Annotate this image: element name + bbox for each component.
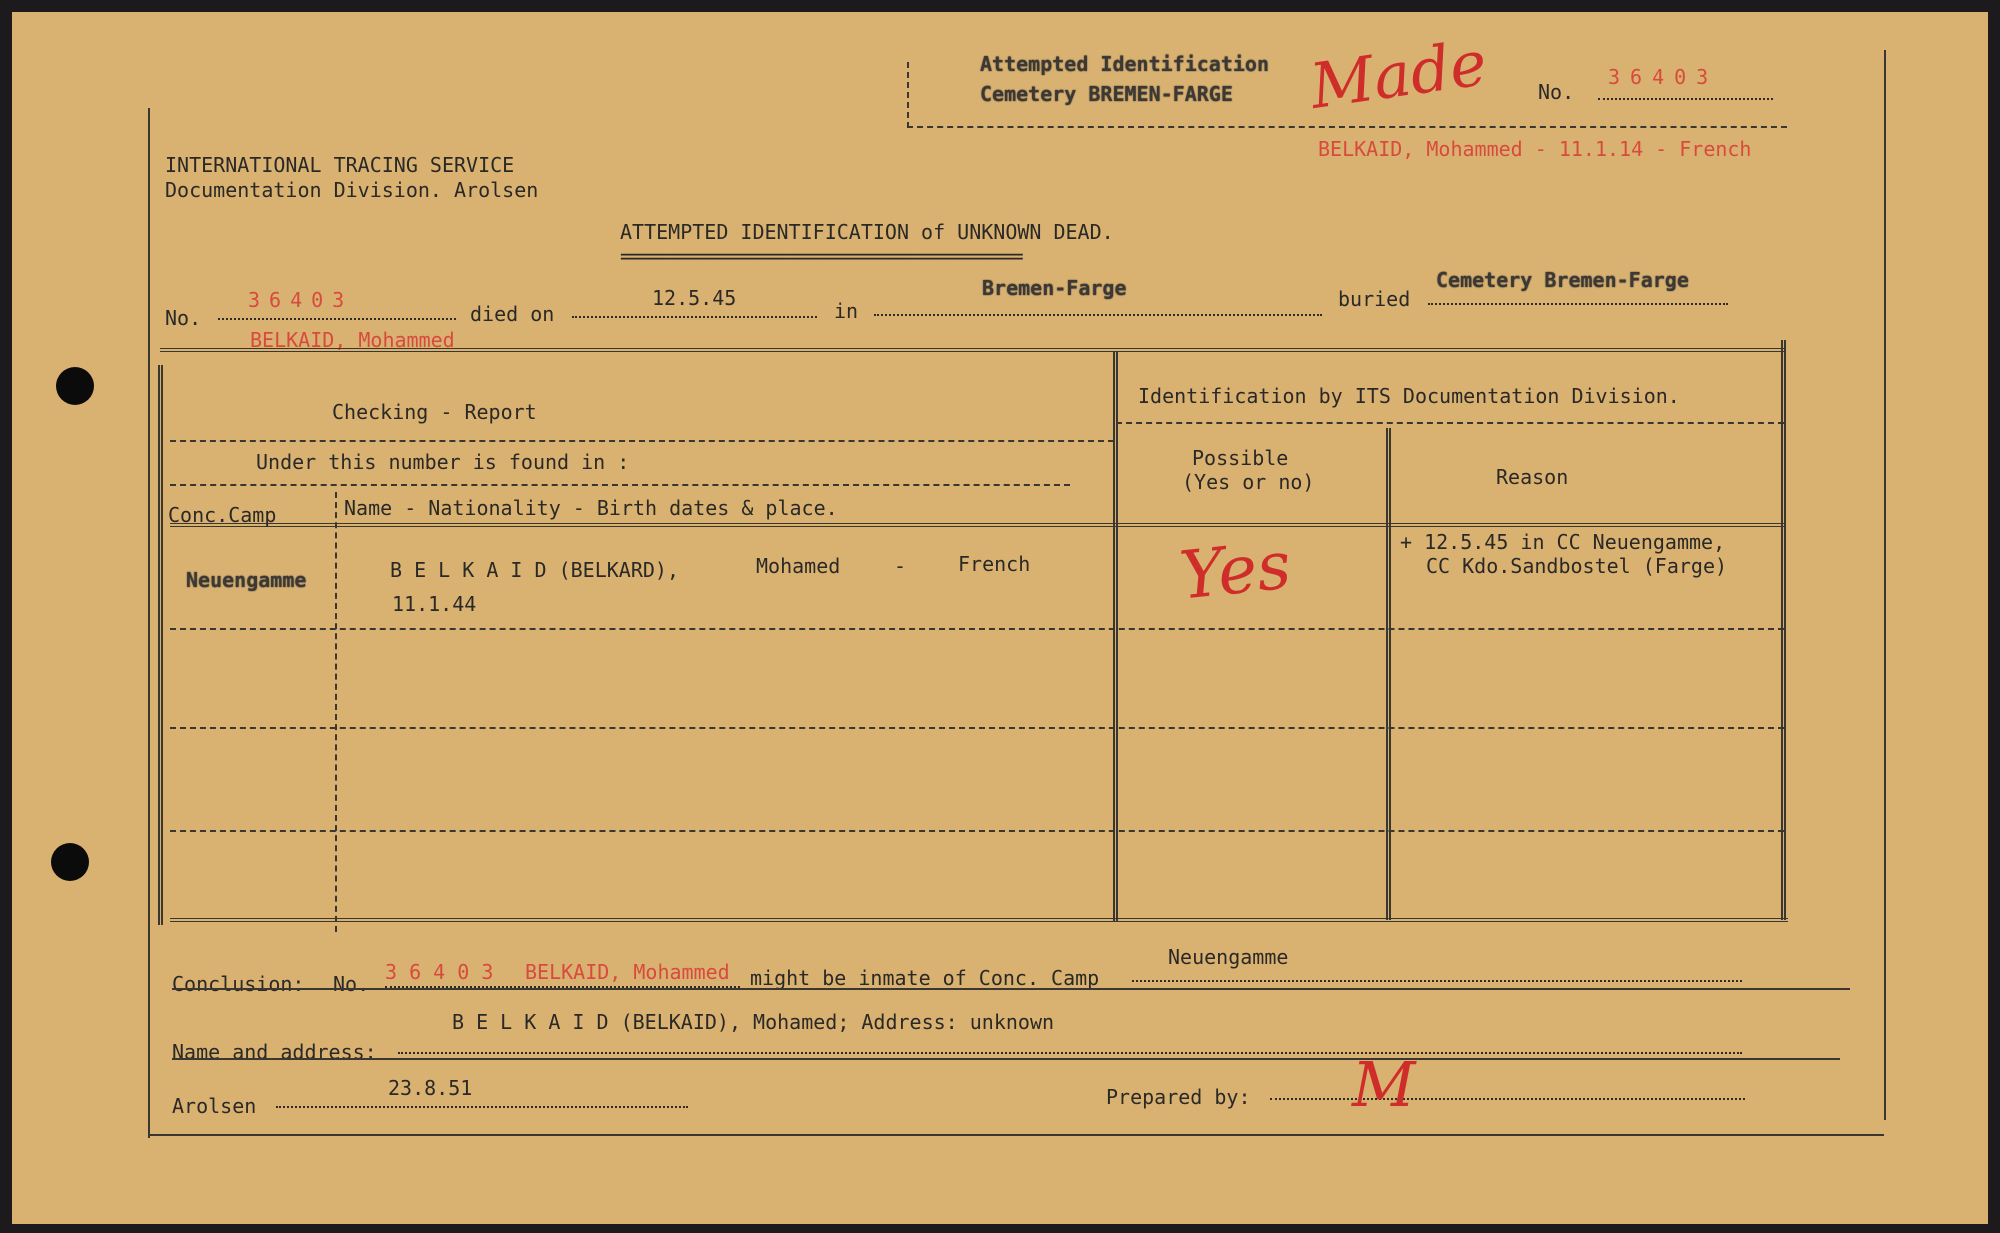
name-address-rule	[172, 1058, 1840, 1060]
form-title-underline: ========================================	[620, 244, 1022, 268]
record-name-note: BELKAID, Mohammed	[250, 328, 455, 352]
identification-header: Identification by ITS Documentation Division.	[1138, 384, 1680, 408]
in-label: in	[834, 299, 859, 323]
in-dots	[874, 314, 1322, 316]
name-address-label: Name and address:	[172, 1040, 377, 1064]
table-divider-camp	[335, 492, 337, 932]
stamp-box-left	[907, 62, 909, 128]
table-divider-main	[1113, 352, 1118, 922]
rule-below-columns	[170, 523, 1784, 527]
stamp-line-1: Attempted Identification	[980, 52, 1269, 76]
died-label: died on	[470, 302, 555, 326]
stamp-line-2: Cemetery BREMEN-FARGE	[980, 82, 1233, 106]
stamp-subject-line: BELKAID, Mohammed - 11.1.14 - French	[1318, 137, 1752, 161]
prepared-by-initial: M	[1352, 1048, 1416, 1121]
table-top-border	[160, 348, 1786, 352]
punch-hole-bottom	[51, 843, 89, 881]
record-no-value: 36403	[248, 288, 354, 312]
conclusion-name-value: BELKAID, Mohammed	[525, 960, 730, 984]
name-address-value: B E L K A I D (BELKAID), Mohamed; Address: unknown	[452, 1010, 1055, 1034]
buried-dots	[1428, 303, 1728, 305]
row1-reason-line1: + 12.5.45 in CC Neuengamme,	[1400, 530, 1726, 554]
row1-reason-line2: CC Kdo.Sandbostel (Farge)	[1426, 554, 1728, 578]
form-title: ATTEMPTED IDENTIFICATION of UNKNOWN DEAD.	[620, 220, 1114, 244]
conclusion-middle-text: might be inmate of Conc. Camp	[750, 966, 1100, 990]
found-in-label: Under this number is found in :	[256, 450, 630, 474]
table-left-border	[158, 365, 163, 925]
row1-nationality: French	[958, 552, 1031, 576]
punch-hole-top	[56, 367, 94, 405]
rule-below-identification	[1116, 422, 1784, 424]
buried-value: Cemetery Bremen-Farge	[1436, 268, 1689, 292]
checking-report-header: Checking - Report	[332, 400, 537, 424]
prepared-by-label: Prepared by:	[1106, 1085, 1251, 1109]
org-line-1: INTERNATIONAL TRACING SERVICE	[165, 153, 515, 177]
row-rule-2	[170, 727, 1784, 729]
conclusion-rule	[172, 988, 1850, 990]
name-address-dots	[398, 1052, 1742, 1054]
col-header-reason: Reason	[1496, 465, 1569, 489]
died-dots	[572, 316, 817, 318]
col-header-name: Name - Nationality - Birth dates & place.	[344, 496, 838, 520]
conclusion-no-value: 3 6 4 0 3	[385, 960, 494, 984]
conclusion-camp-value: Neuengamme	[1168, 945, 1289, 969]
table-bottom-border	[170, 918, 1788, 922]
prepared-by-dots	[1270, 1098, 1745, 1100]
card-bottom-border	[148, 1134, 1884, 1136]
in-value: Bremen-Farge	[982, 276, 1127, 300]
record-no-dots	[218, 318, 456, 320]
table-divider-possible	[1386, 428, 1391, 920]
row1-first-name: Mohamed	[756, 554, 841, 578]
row1-possible-yes: Yes	[1176, 526, 1295, 615]
conclusion-camp-dots	[1132, 980, 1742, 982]
row1-camp: Neuengamme	[186, 568, 307, 592]
stamp-box-bottom	[907, 126, 1787, 128]
record-no-label: No.	[165, 306, 202, 330]
row-rule-3	[170, 830, 1784, 832]
org-line-2: Documentation Division. Arolsen	[165, 178, 539, 202]
col-header-possible-2: (Yes or no)	[1182, 470, 1315, 494]
footer-date-dots	[276, 1106, 688, 1108]
table-right-border	[1781, 340, 1786, 920]
stamp-no-dots	[1598, 98, 1773, 100]
card-left-border	[148, 108, 150, 1138]
stamp-handwritten-made: Made	[1305, 26, 1492, 123]
footer-date-value: 23.8.51	[388, 1076, 473, 1100]
died-value: 12.5.45	[652, 286, 737, 310]
stamp-no-value: 36403	[1608, 65, 1719, 89]
conclusion-no-label: No.	[333, 972, 370, 996]
rule-below-checking	[170, 440, 1114, 442]
footer-place-label: Arolsen	[172, 1094, 257, 1118]
row1-birth: 11.1.44	[392, 592, 477, 616]
col-header-camp: Conc.Camp	[168, 503, 277, 527]
buried-label: buried	[1338, 287, 1411, 311]
conclusion-label: Conclusion:	[172, 972, 305, 996]
rule-below-found-in	[170, 484, 1070, 486]
row1-name: B E L K A I D (BELKARD),	[390, 558, 679, 582]
stamp-no-label: No.	[1538, 80, 1575, 104]
card-right-border	[1884, 50, 1886, 1120]
col-header-possible-1: Possible	[1192, 446, 1289, 470]
row1-dash: -	[894, 554, 907, 578]
row-rule-1	[170, 628, 1784, 630]
